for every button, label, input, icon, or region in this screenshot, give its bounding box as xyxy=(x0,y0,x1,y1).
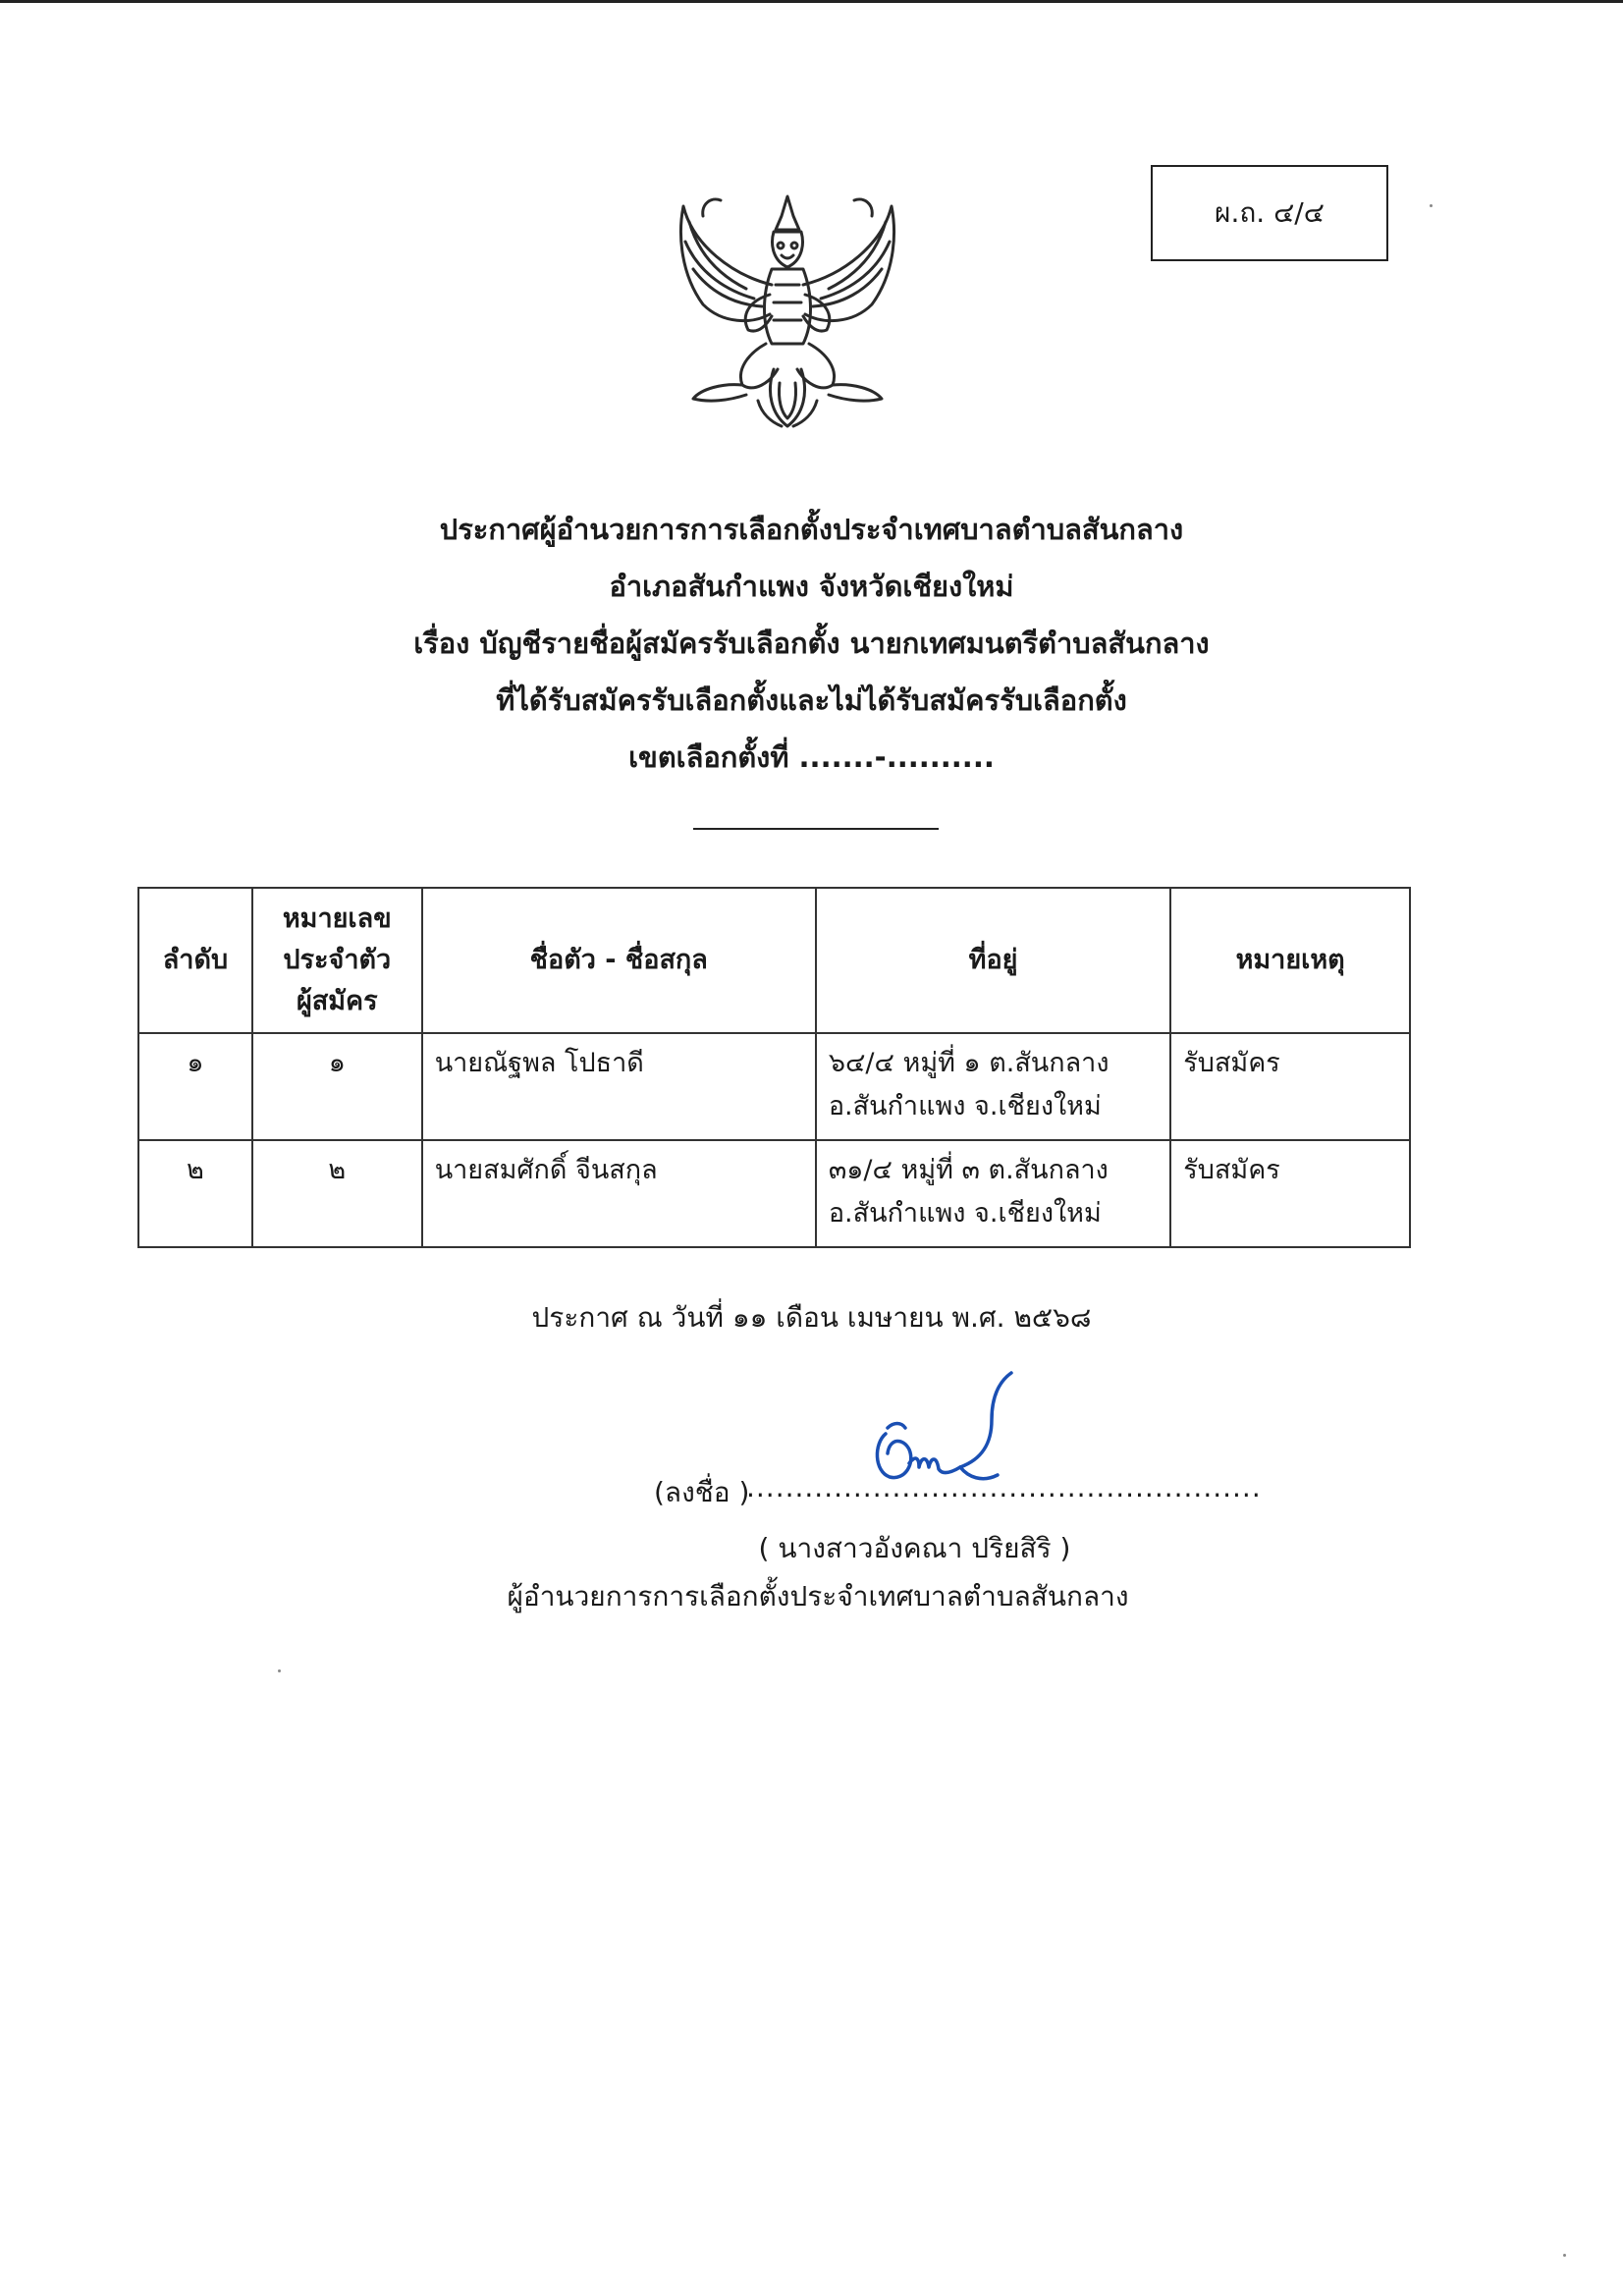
cell-address xyxy=(816,1140,1170,1247)
address-line-1: ๓๑/๔ หมู่ที่ ๓ ต.สันกลาง xyxy=(828,1155,1109,1185)
cell-order: ๒ xyxy=(138,1140,252,1247)
header-candidate-number xyxy=(252,888,422,1033)
header-name: ชื่อตัว - ชื่อสกุล xyxy=(422,888,816,1033)
signer-name: ( นางสาวอังคณา ปริยสิริ ) xyxy=(758,1532,1071,1564)
garuda-emblem-icon xyxy=(664,187,911,434)
scan-speck xyxy=(1430,204,1433,207)
header-number-line-2: ประจำตัว xyxy=(283,945,392,975)
header-remark: หมายเหตุ xyxy=(1170,888,1410,1033)
form-code: ผ.ถ. ๔/๔ xyxy=(1215,196,1325,229)
announcement-date: ประกาศ ณ วันที่ ๑๑ เดือน เมษายน พ.ศ. ๒๕๖๘ xyxy=(531,1301,1092,1334)
signer-position: ผู้อำนวยการการเลือกตั้งประจำเทศบาลตำบลสันกลาง xyxy=(507,1580,1129,1613)
cell-name: นายณัฐพล โปธาดี xyxy=(422,1033,816,1140)
scan-speck xyxy=(1563,2254,1566,2257)
table-header-row xyxy=(138,888,1410,1033)
cell-address xyxy=(816,1033,1170,1140)
header-order: ลำดับ xyxy=(138,888,252,1033)
form-code-box xyxy=(1151,165,1388,261)
cell-remark: รับสมัคร xyxy=(1170,1140,1410,1247)
cell-candidate-number: ๒ xyxy=(252,1140,422,1247)
cell-remark: รับสมัคร xyxy=(1170,1033,1410,1140)
header-number-line-3: ผู้สมัคร xyxy=(296,986,378,1016)
top-border xyxy=(0,0,1623,3)
handwritten-signature xyxy=(844,1365,1041,1493)
table-row xyxy=(138,1140,1410,1247)
signature-label: (ลงชื่อ ) xyxy=(654,1476,750,1508)
cell-candidate-number: ๑ xyxy=(252,1033,422,1140)
heading-line-3: เรื่อง บัญชีรายชื่อผู้สมัครรับเลือกตั้ง นายกเทศมนตรีตำบลสันกลาง xyxy=(413,627,1210,660)
header-address: ที่อยู่ xyxy=(816,888,1170,1033)
cell-name: นายสมศักดิ์ จีนสกุล xyxy=(422,1140,816,1247)
table-row xyxy=(138,1033,1410,1140)
heading-divider xyxy=(693,828,939,830)
candidate-table xyxy=(137,887,1411,1248)
scan-speck xyxy=(278,1669,281,1672)
header-number-line-1: หมายเลข xyxy=(282,903,392,934)
heading-line-1: ประกาศผู้อำนวยการการเลือกตั้งประจำเทศบาลตำบลสันกลาง xyxy=(439,513,1184,546)
signature-line: ..................................................... xyxy=(746,1471,1262,1503)
address-line-2: อ.สันกำแพง จ.เชียงใหม่ xyxy=(828,1091,1102,1121)
cell-order: ๑ xyxy=(138,1033,252,1140)
heading-line-4: ที่ได้รับสมัครรับเลือกตั้งและไม่ได้รับสมัครรับเลือกตั้ง xyxy=(496,683,1127,717)
address-line-1: ๖๔/๔ หมู่ที่ ๑ ต.สันกลาง xyxy=(828,1048,1109,1078)
address-line-2: อ.สันกำแพง จ.เชียงใหม่ xyxy=(828,1198,1102,1229)
signature-stroke xyxy=(877,1373,1011,1479)
announcement-heading xyxy=(0,501,1623,786)
heading-line-2: อำเภอสันกำแพง จังหวัดเชียงใหม่ xyxy=(609,570,1014,603)
heading-line-5: เขตเลือกตั้งที่ .......-.......... xyxy=(628,740,995,774)
